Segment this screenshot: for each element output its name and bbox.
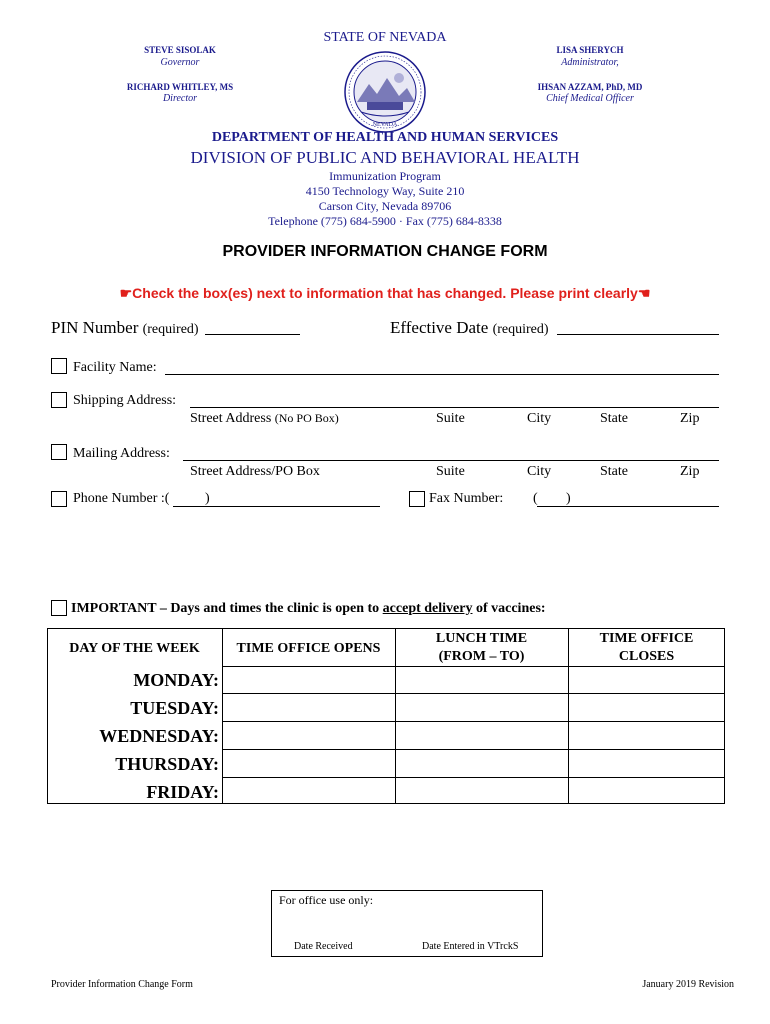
seal-text: NEVADA	[372, 122, 398, 128]
program-name: Immunization Program	[329, 169, 441, 183]
address-line-2: Carson City, Nevada 89706	[318, 199, 452, 213]
date-received-label: Date Received	[294, 941, 353, 952]
pin-field[interactable]	[205, 334, 300, 335]
governor-title: Governor	[160, 57, 200, 68]
table-row-divider	[222, 749, 725, 750]
header-lunch: LUNCH TIME	[435, 631, 528, 646]
cmo-name: IHSAN AZZAM, PhD, MD	[537, 82, 643, 92]
table-row-divider	[222, 721, 725, 722]
cmo-title: Chief Medical Officer	[546, 93, 634, 104]
effective-date-field[interactable]	[557, 334, 719, 335]
fax-paren-open: (	[533, 491, 538, 506]
day-thursday: THURSDAY:	[115, 754, 219, 774]
pointing-hand-icon: ☚	[637, 285, 651, 301]
table-row-divider	[222, 693, 725, 694]
shipping-city-label: City	[527, 411, 552, 426]
director-title: Director	[162, 93, 198, 104]
day-wednesday: WEDNESDAY:	[99, 726, 219, 746]
office-use-label: For office use only:	[279, 893, 374, 907]
day-friday: FRIDAY:	[146, 782, 219, 802]
day-tuesday: TUESDAY:	[130, 698, 219, 718]
header-lunch-sub: (FROM – TO)	[438, 649, 525, 664]
mailing-street-label: Street Address/PO Box	[190, 464, 320, 479]
fax-checkbox[interactable]	[409, 491, 425, 507]
mailing-zip-label: Zip	[680, 464, 700, 479]
phone-fax-line: Telephone (775) 684-5900 · Fax (775) 684-8338	[268, 214, 502, 228]
table-row-divider	[222, 777, 725, 778]
shipping-suite-label: Suite	[436, 411, 465, 426]
state-title: STATE OF NEVADA	[323, 30, 447, 45]
facility-label: Facility Name:	[73, 360, 157, 375]
mailing-field[interactable]	[183, 460, 719, 461]
header-opens: TIME OFFICE OPENS	[236, 641, 381, 656]
header-day: DAY OF THE WEEK	[69, 641, 200, 656]
administrator-title: Administrator,	[561, 57, 619, 68]
delivery-hours-checkbox[interactable]	[51, 600, 67, 616]
phone-label: Phone Number :(	[73, 491, 170, 506]
instruction-line	[0, 285, 770, 302]
phone-paren: )	[205, 491, 210, 506]
division-name: DIVISION OF PUBLIC AND BEHAVIORAL HEALTH	[190, 148, 580, 167]
facility-field[interactable]	[165, 374, 719, 375]
header-closes: TIME OFFICE	[599, 631, 694, 646]
facility-checkbox[interactable]	[51, 358, 67, 374]
footer-revision: January 2019 Revision	[642, 979, 734, 990]
shipping-field[interactable]	[190, 407, 719, 408]
shipping-state-label: State	[600, 411, 628, 426]
effective-date-label: Effective Date (required)	[390, 318, 549, 337]
state-seal-icon	[343, 50, 427, 134]
phone-checkbox[interactable]	[51, 491, 67, 507]
fax-paren-close: )	[566, 491, 571, 506]
shipping-label: Shipping Address:	[73, 393, 177, 408]
important-note: IMPORTANT – Days and times the clinic is open to accept delivery of vaccines:	[71, 601, 546, 616]
shipping-checkbox[interactable]	[51, 392, 67, 408]
fax-field[interactable]	[537, 506, 719, 507]
footer-form-name: Provider Information Change Form	[51, 979, 193, 990]
header-closes-sub: CLOSES	[618, 649, 675, 664]
date-entered-label: Date Entered in VTrckS	[422, 941, 519, 952]
instruction-text: Check the box(es) next to information that has changed. Please print clearly	[132, 285, 638, 301]
administrator-name: LISA SHERYCH	[556, 45, 624, 55]
day-monday: MONDAY:	[133, 670, 219, 690]
address-line-1: 4150 Technology Way, Suite 210	[305, 184, 465, 198]
pointing-hand-icon: ☛	[119, 285, 133, 301]
mailing-suite-label: Suite	[436, 464, 465, 479]
fax-label: Fax Number:	[429, 491, 504, 506]
director-name: RICHARD WHITLEY, MS	[126, 82, 234, 92]
shipping-zip-label: Zip	[680, 411, 700, 426]
mailing-state-label: State	[600, 464, 628, 479]
phone-field[interactable]	[173, 506, 380, 507]
pin-label: PIN Number (required)	[51, 318, 199, 337]
form-title: PROVIDER INFORMATION CHANGE FORM	[222, 243, 548, 260]
table-row-divider	[222, 666, 725, 667]
mailing-label: Mailing Address:	[73, 446, 170, 461]
mailing-checkbox[interactable]	[51, 444, 67, 460]
department-name: DEPARTMENT OF HEALTH AND HUMAN SERVICES	[211, 130, 559, 145]
shipping-street-label: Street Address (No PO Box)	[190, 411, 339, 426]
governor-name: STEVE SISOLAK	[144, 45, 216, 55]
mailing-city-label: City	[527, 464, 552, 479]
